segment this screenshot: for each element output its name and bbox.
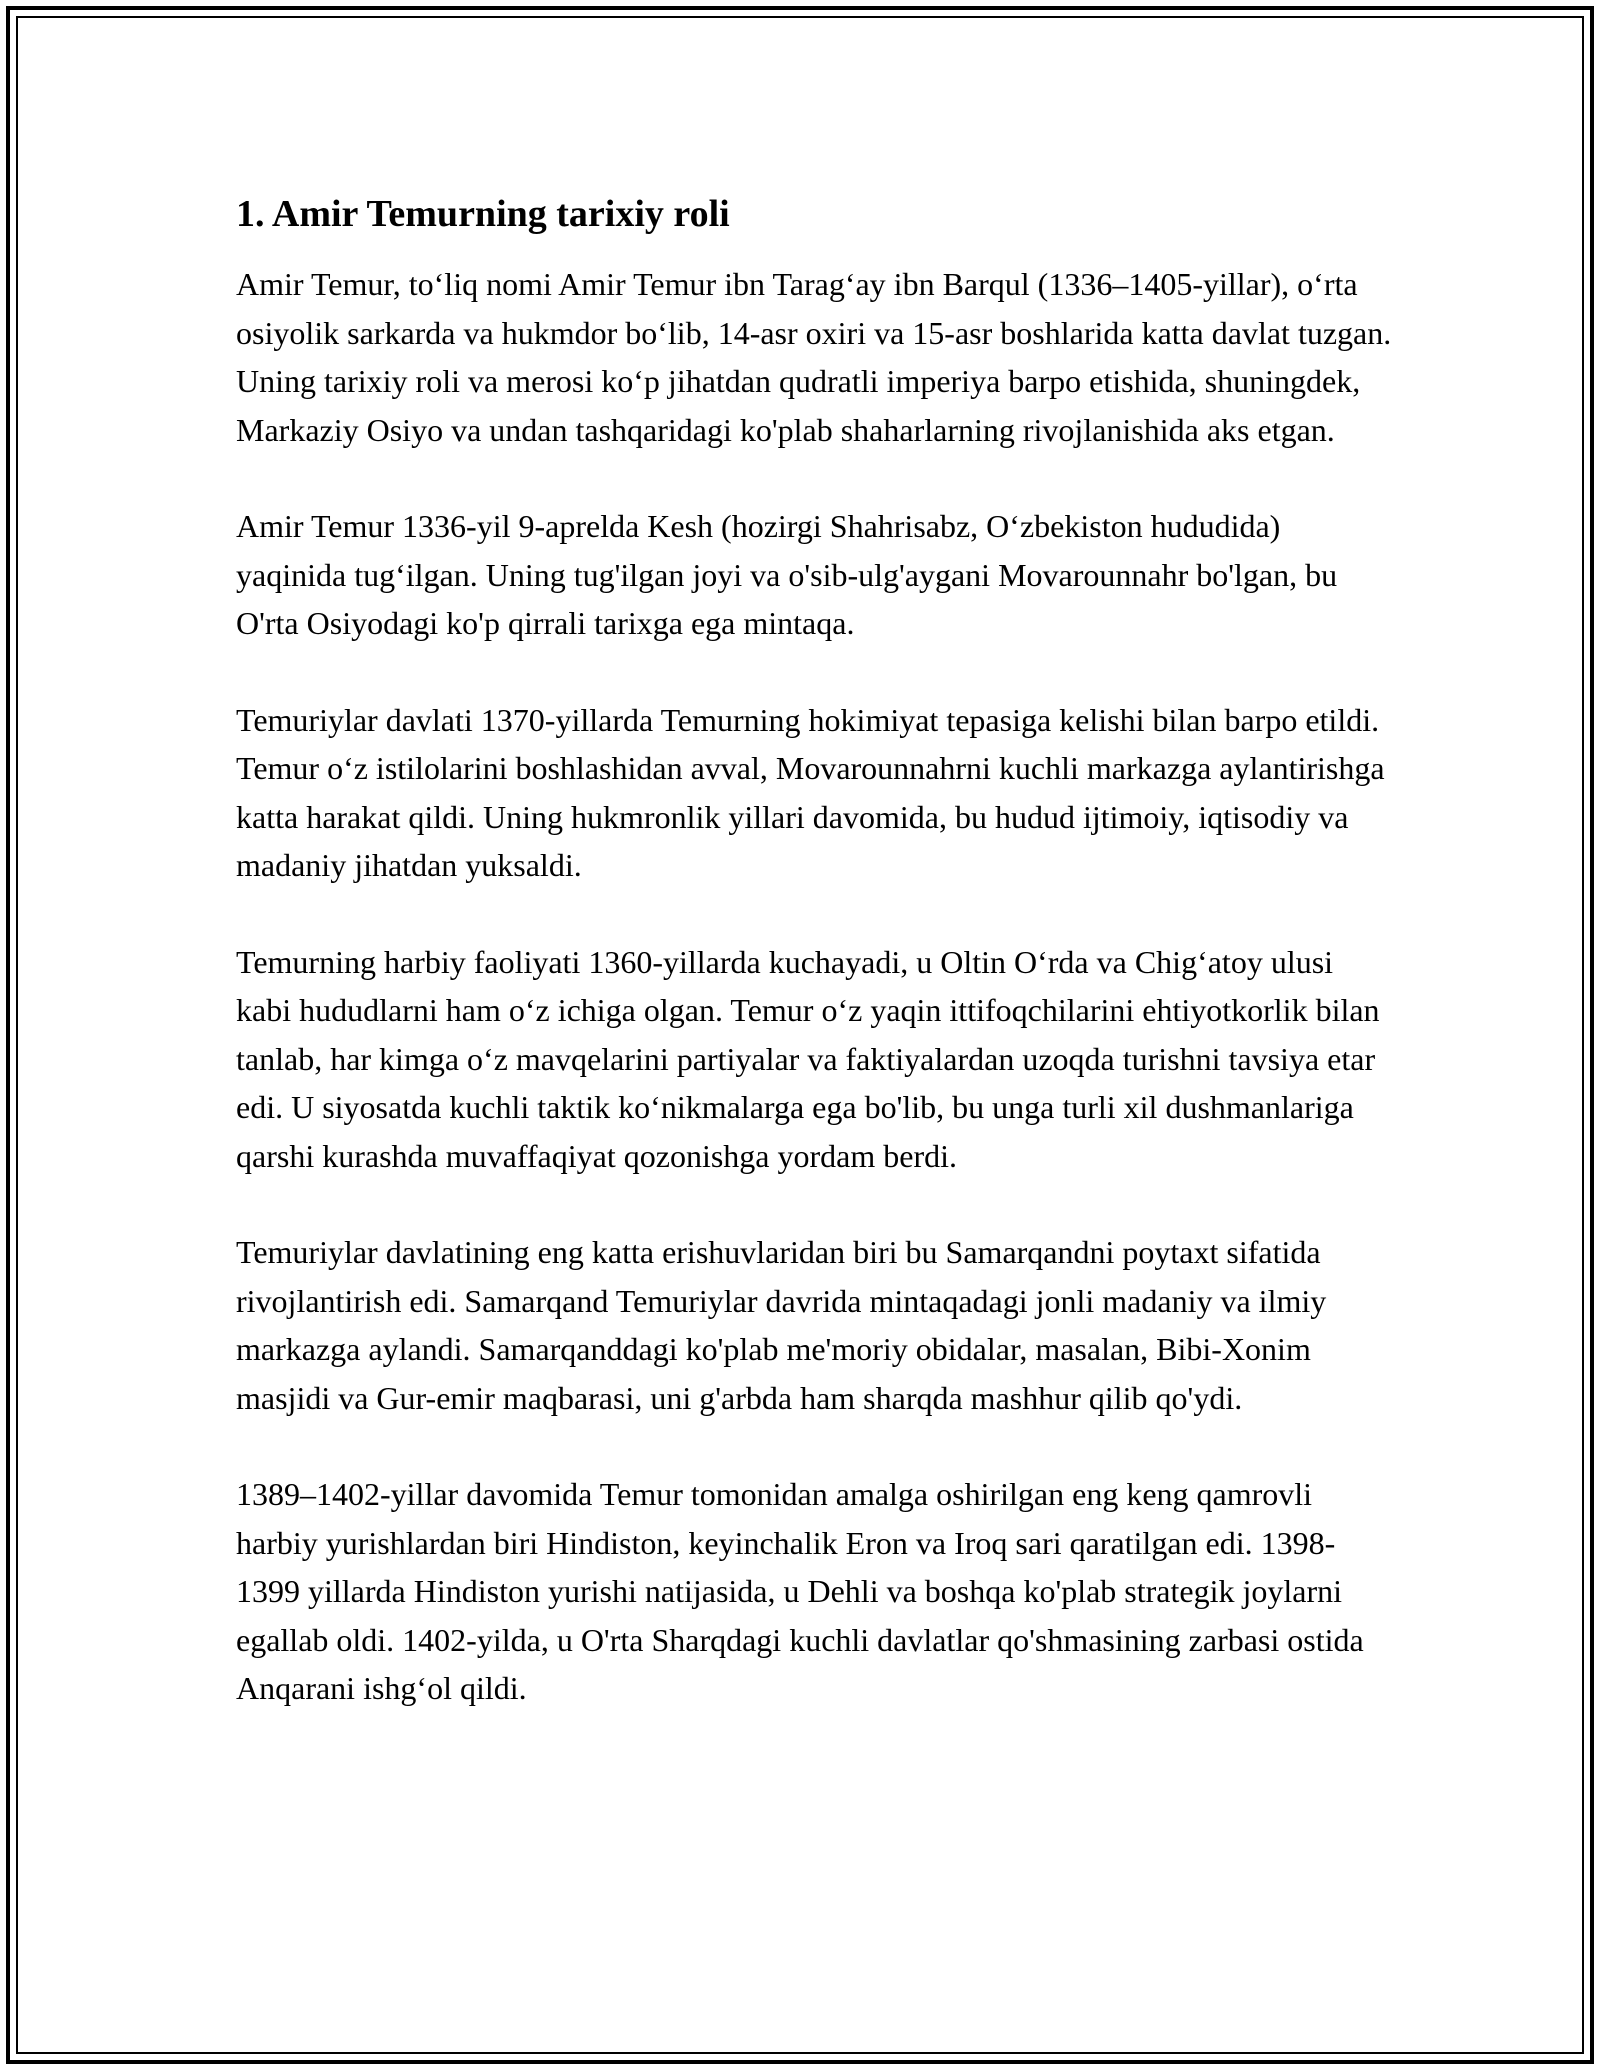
document-body bbox=[236, 190, 1396, 1761]
paragraph-2: Amir Temur 1336-yil 9-aprelda Kesh (hozirgi Shahrisabz, O‘zbekiston hududida) yaqinida tug‘ilgan. Uning tug'ilgan joyi va o'sib-ulg'aygani Movarounnahr bo'lgan, bu O'rta Osiyodagi ko'p qirrali tarixga ega mintaqa. bbox=[236, 508, 1338, 641]
paragraph-6: 1389–1402-yillar davomida Temur tomonidan amalga oshirilgan eng keng qamrovli harbiy yurishlardan biri Hindiston, keyinchalik Eron va Iroq sari qaratilgan edi. 1398-1399 yillarda Hindiston yurishi natijasida, u Dehli va boshqa ko'plab strategik joylarni egallab oldi. 1402-yilda, u O'rta Sharqdagi kuchli davlatlar qo'shmasining zarbasi ostida Anqarani ishg‘ol qildi. bbox=[236, 1476, 1364, 1706]
paragraph-1: Amir Temur, to‘liq nomi Amir Temur ibn Tarag‘ay ibn Barqul (1336–1405-yillar), o‘rta osiyolik sarkarda va hukmdor bo‘lib, 14-asr oxiri va 15-asr boshlarida katta davlat tuzgan. Uning tarixiy roli va merosi ko‘p jihatdan qudratli imperiya barpo etishida, shuningdek, Markaziy Osiyo va undan tashqaridagi ko'plab shaharlarning rivojlanishida aks etgan. bbox=[236, 266, 1392, 448]
section-heading: 1. Amir Temurning tarixiy roli bbox=[236, 193, 730, 235]
paragraph-4: Temurning harbiy faoliyati 1360-yillarda kuchayadi, u Oltin O‘rda va Chig‘atoy ulusi kabi hududlarni ham o‘z ichiga olgan. Temur o‘z yaqin ittifoqchilarini ehtiyotkorlik bilan tanlab, har kimga o‘z mavqelarini partiyalar va faktiyalardan uzoqda turishni tavsiya etar edi. U siyosatda kuchli taktik ko‘nikmalarga ega bo'lib, bu unga turli xil dushmanlariga qarshi kurashda muvaffaqiyat qozonishga yordam berdi. bbox=[236, 943, 1380, 1174]
paragraph-3: Temuriylar davlati 1370-yillarda Temurning hokimiyat tepasiga kelishi bilan barpo etildi. Temur o‘z istilolarini boshlashidan avval, Movarounnahrni kuchli markazga aylantirishga katta harakat qildi. Uning hukmronlik yillari davomida, bu hudud ijtimoiy, iqtisodiy va madaniy jihatdan yuksaldi. bbox=[236, 701, 1385, 883]
paragraph-5: Temuriylar davlatining eng katta erishuvlaridan biri bu Samarqandni poytaxt sifatida rivojlantirish edi. Samarqand Temuriylar davrida mintaqadagi jonli madaniy va ilmiy markazga aylandi. Samarqanddagi ko'plab me'moriy obidalar, masalan, Bibi-Xonim masjidi va Gur-emir maqbarasi, uni g'arbda ham sharqda mashhur qilib qo'ydi. bbox=[236, 1234, 1327, 1416]
